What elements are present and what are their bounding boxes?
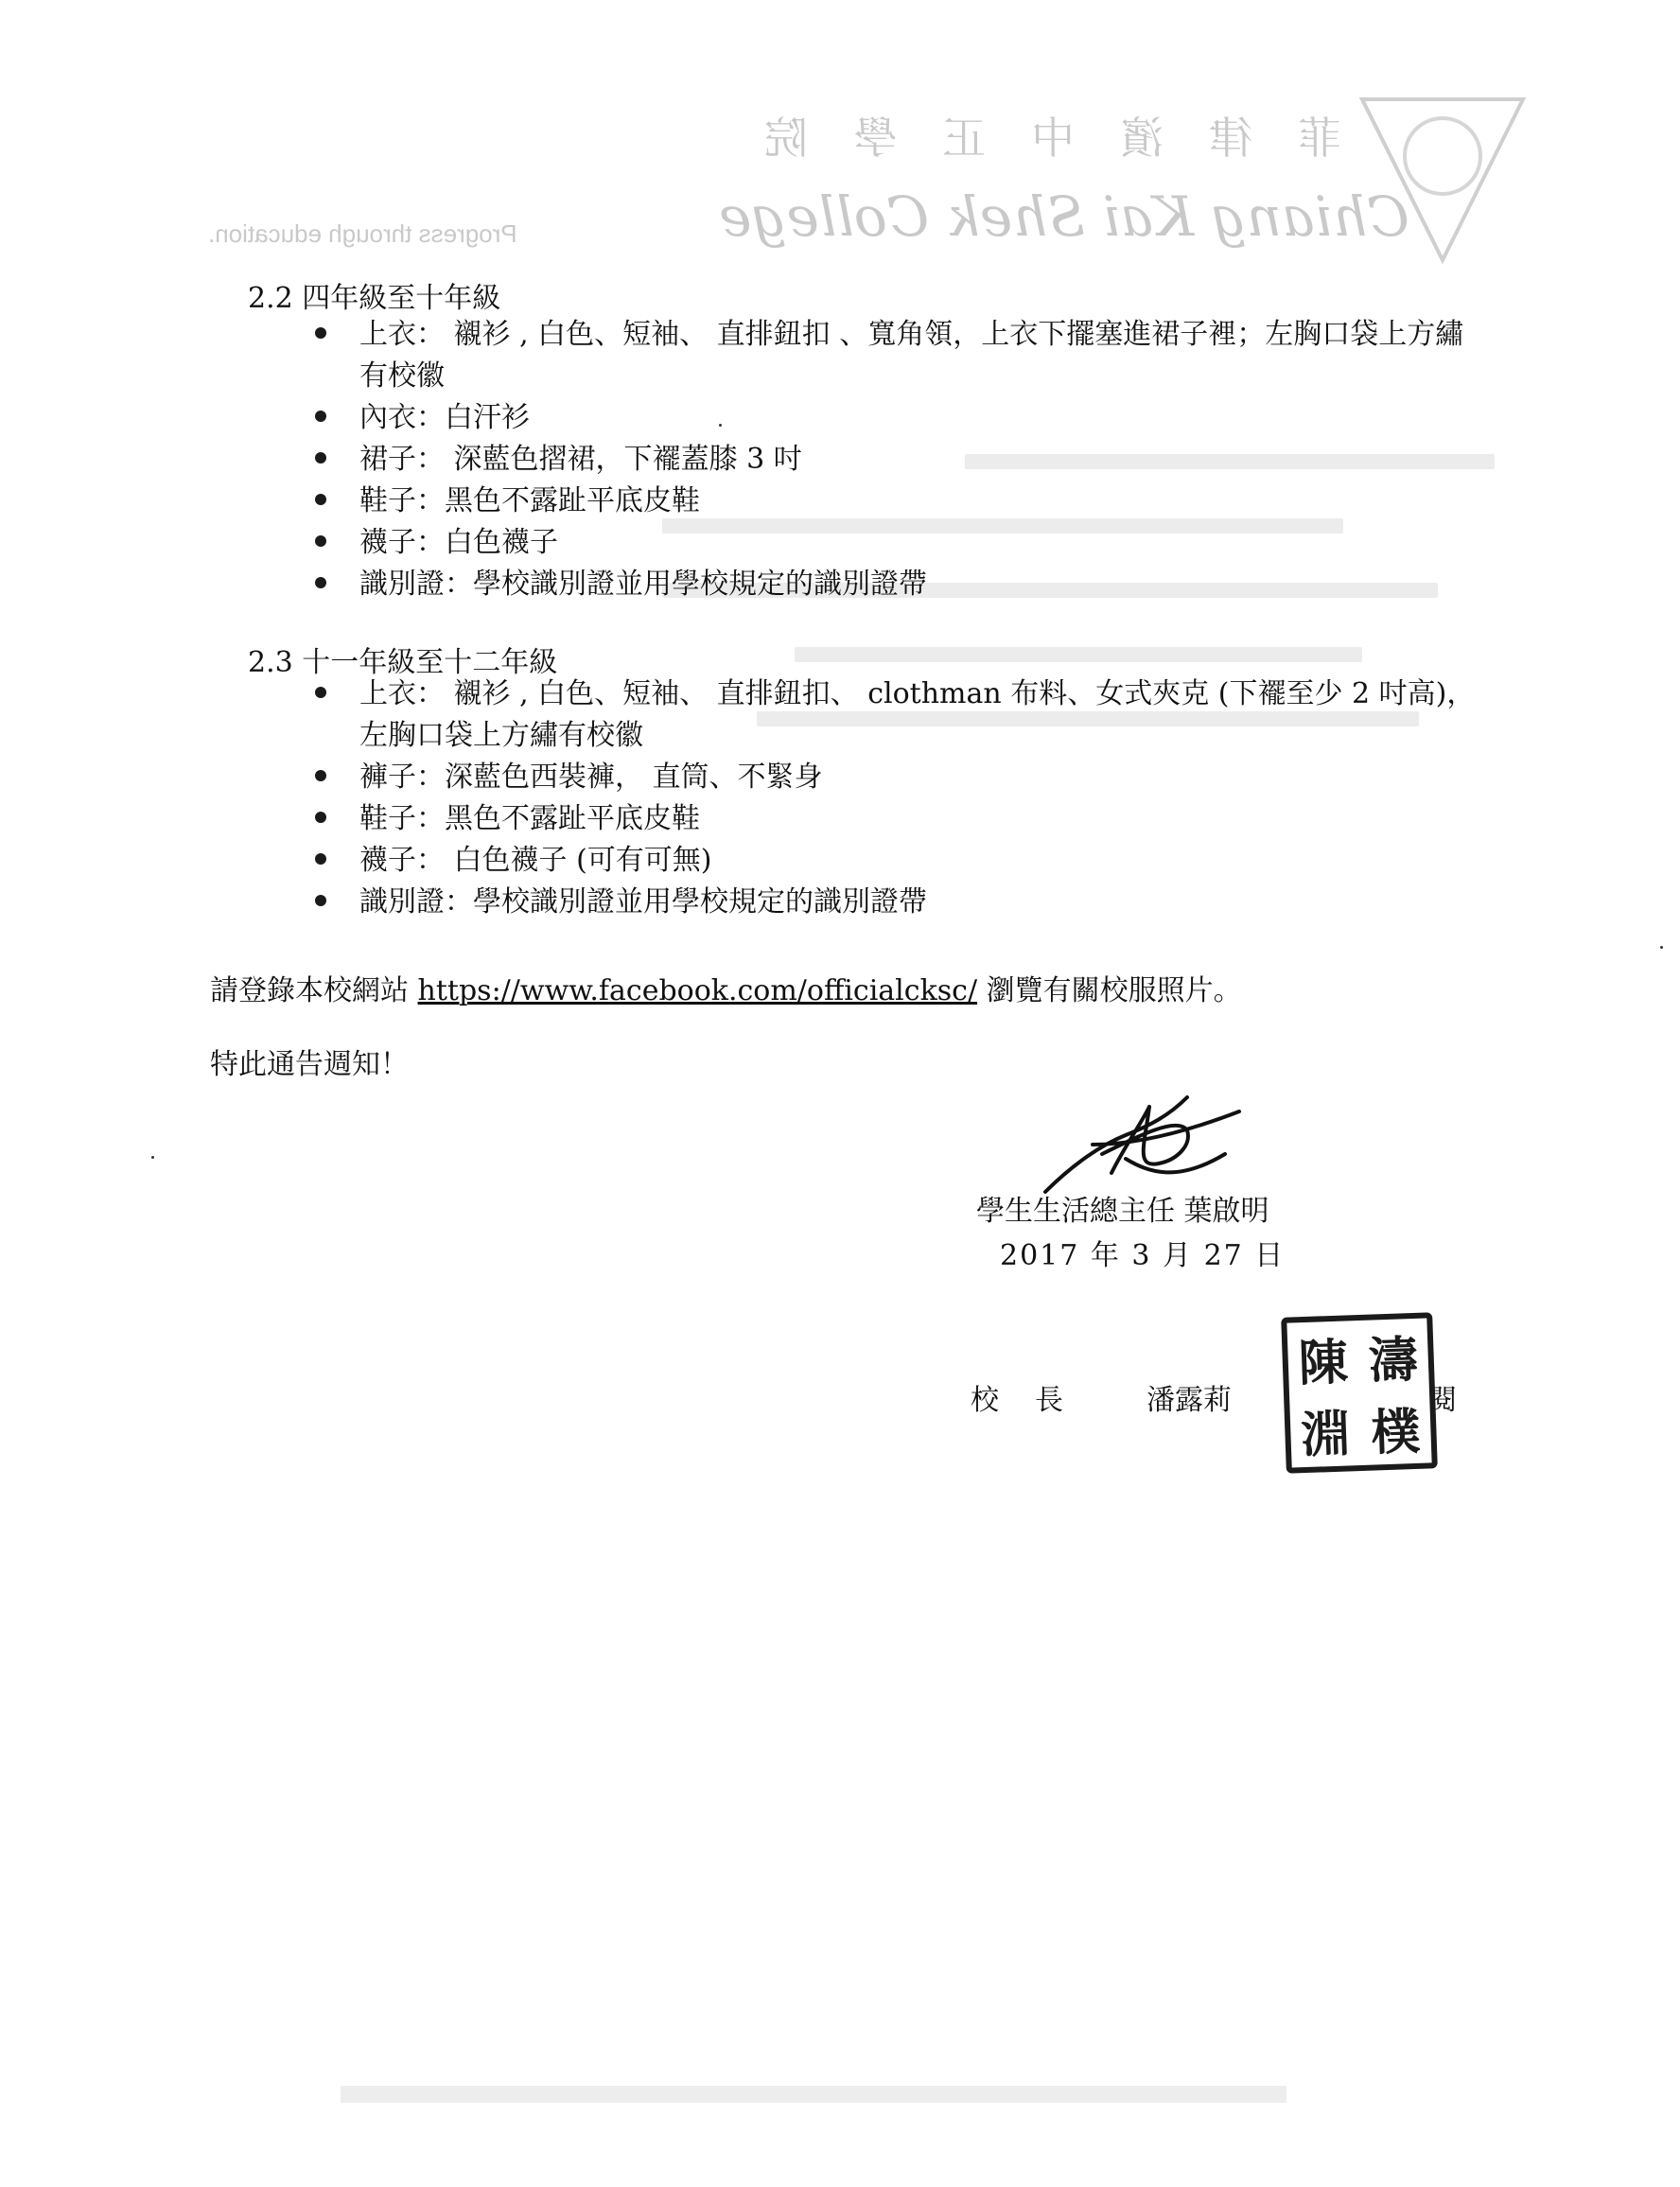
bullet-icon — [315, 895, 326, 906]
list-item: 裙子： 深藍色摺裙，下襬蓋膝 3 吋 — [0, 439, 1476, 481]
list-item: 內衣：白汗衫 — [0, 397, 1476, 439]
website-paragraph — [210, 967, 1242, 1008]
bullet-icon — [315, 494, 326, 505]
bleed-through-school-name: 菲律濱中正學院 — [719, 113, 1341, 164]
seal-char: 淵 — [1300, 1405, 1352, 1465]
list-item: 識別證：學校識別證並用學校規定的識別證帶 — [0, 564, 1476, 605]
bleed-through-logo-icon — [1353, 90, 1532, 270]
list-item: 上衣： 襯衫 , 白色、短袖、 直排鈕扣、 clothman 布料、女式夾克 (下襬至少 2 吋高)，左胸口袋上方繡有校徽 — [0, 674, 1476, 757]
list-item: 鞋子：黑色不露趾平底皮鞋 — [0, 481, 1476, 522]
bullet-icon — [315, 687, 326, 698]
scan-speck — [719, 424, 722, 427]
bullet-icon — [315, 327, 326, 339]
issue-date: 2017 年 3 月 27 日 — [1000, 1239, 1286, 1272]
list-item: 襪子： 白色襪子 (可有可無) — [0, 840, 1476, 882]
bleed-through-school-english: Chiang Kai Shek College — [719, 184, 1409, 249]
bleed-through-footer — [341, 2086, 1286, 2103]
list-item: 襪子：白色襪子 — [0, 522, 1476, 564]
website-suffix: 瀏覽有關校服照片。 — [977, 974, 1242, 1007]
list-item: 上衣： 襯衫 , 白色、短袖、 直排鈕扣 、寬角領，上衣下擺塞進裙子裡；左胸口袋上方繡有校徽 — [0, 314, 1476, 397]
seal-char: 濤 — [1367, 1330, 1419, 1391]
seal-char: 陳 — [1297, 1333, 1349, 1392]
scan-speck — [1660, 946, 1663, 949]
section-2-3-list — [0, 674, 1476, 923]
website-prefix: 請登錄本校網站 — [210, 974, 418, 1007]
list-item: 褲子：深藍色西裝褲， 直筒、不緊身 — [0, 757, 1476, 798]
bullet-icon — [315, 452, 326, 464]
list-item: 識別證：學校識別證並用學校規定的識別證帶 — [0, 882, 1476, 923]
bleed-through-motto: Progress through education. — [208, 219, 517, 248]
bullet-icon — [315, 812, 326, 823]
seen-mark: 閱 — [1428, 1384, 1457, 1417]
principal-title: 校長 — [971, 1384, 1099, 1417]
bullet-icon — [315, 411, 326, 422]
list-item: 鞋子：黑色不露趾平底皮鞋 — [0, 798, 1476, 840]
seal-stamp — [1281, 1312, 1438, 1473]
bullet-icon — [315, 770, 326, 781]
signer-title-name: 學生生活總主任 葉啟明 — [976, 1195, 1269, 1228]
bullet-icon — [315, 535, 326, 547]
bullet-icon — [315, 577, 326, 588]
facebook-link[interactable]: https://www.facebook.com/officialcksc/ — [417, 974, 978, 1007]
closing-text: 特此通告週知！ — [210, 1048, 409, 1081]
seal-char: 樸 — [1370, 1403, 1422, 1462]
scan-speck — [151, 1156, 154, 1159]
section-2-2-list — [0, 314, 1476, 605]
section-heading-2-2: 2.2 四年級至十年級 — [248, 282, 501, 315]
principal-name: 潘露莉 — [1146, 1384, 1232, 1417]
bullet-icon — [315, 853, 326, 865]
section-heading-2-3: 2.3 十一年級至十二年級 — [248, 646, 558, 679]
